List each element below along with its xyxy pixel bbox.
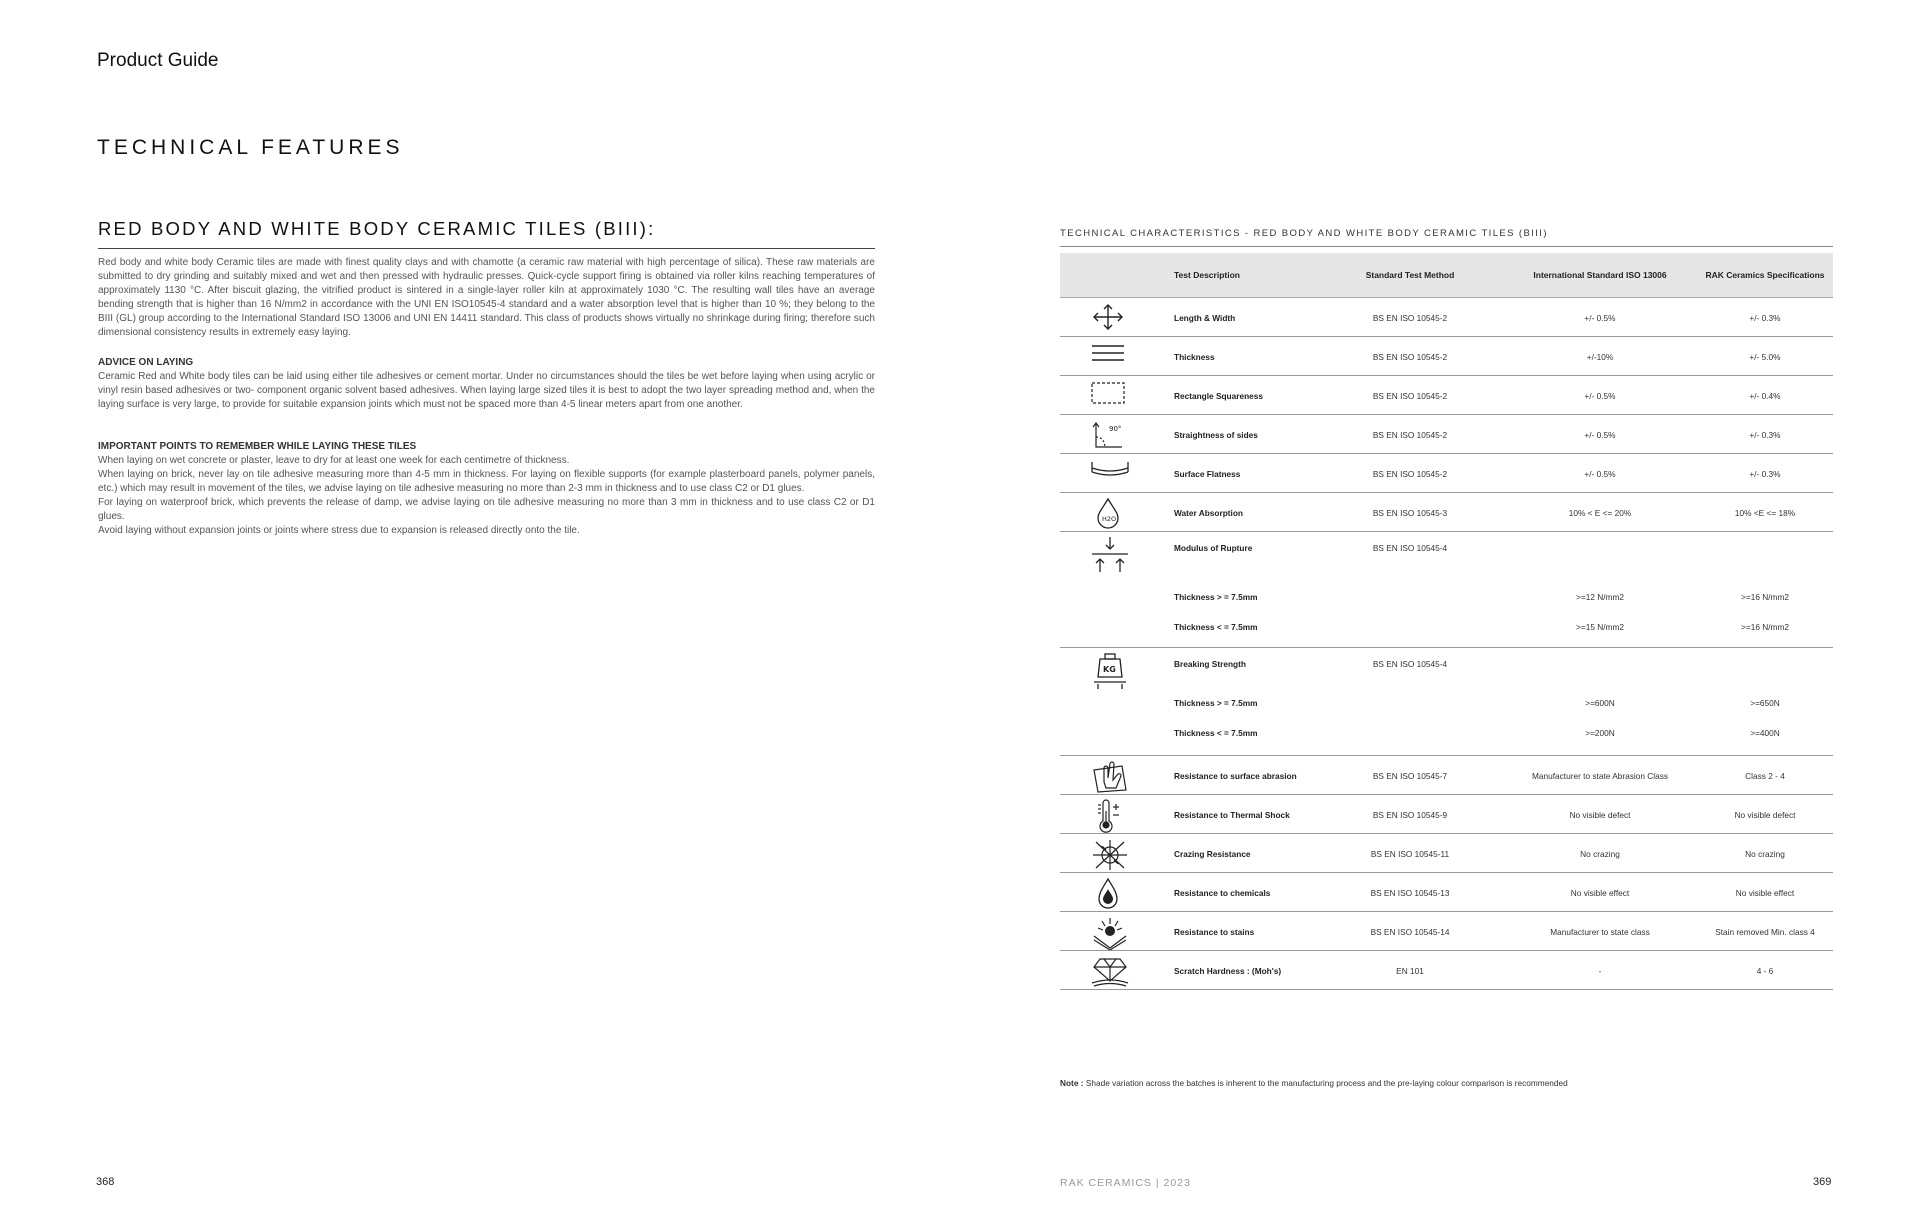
sub-row-description: Thickness < = 7.5mm <box>1174 728 1258 738</box>
row-iso-value: +/- 0.5% <box>1584 391 1616 401</box>
row-rak-value: Class 2 - 4 <box>1745 771 1785 781</box>
row-iso-value: Manufacturer to state Abrasion Class <box>1531 771 1669 781</box>
table-row <box>1060 454 1833 493</box>
intro-text: Red body and white body Ceramic tiles are made with finest quality clays and with chamotte (a ceramic raw material with high percentage of silica). These raw materials are submitted to dry grinding and suitably mixed and wet and then pressed with hydraulic presses. Quick-cycle support firing is obtained via roller kilns reaching temperatures of approximately 1130 °C. After biscuit glazing, the vitrified product is sintered in a single-layer roller kiln at approximately 1030 °C. The resulting wall tiles have an average bending strength that is higher than 16 N/mm2 in accordance with the UNI EN ISO10545-4 standard and a water absorption level that is higher than 10 %; they belong to the BIII (GL) group according to the International Standard ISO 13006 and UNI EN 14411 standard. This class of products shows virtually no shrinkage during firing; therefore such dimensional consistency results in extremely easy laying. <box>98 257 875 338</box>
page-header-title: Product Guide <box>97 50 219 71</box>
sub-row-description: Thickness < = 7.5mm <box>1174 622 1258 632</box>
row-test-description: Crazing Resistance <box>1174 849 1251 859</box>
row-standard-method: BS EN ISO 10545-7 <box>1372 771 1448 781</box>
right-angle-icon <box>1090 419 1126 456</box>
weight-kg-icon-label: KG <box>1103 665 1116 674</box>
row-iso-value: No visible effect <box>1570 888 1630 898</box>
row-standard-method: EN 101 <box>1396 966 1424 976</box>
row-standard-method: BS EN ISO 10545-2 <box>1372 313 1448 323</box>
row-test-description: Thickness <box>1174 352 1215 362</box>
important-line: Avoid laying without expansion joints or joints where stress due to expansion is released directly onto the tile. <box>98 525 580 536</box>
table-row <box>1060 756 1833 795</box>
advice-text: Ceramic Red and White body tiles can be laid using either tile adhesives or cement mortar. Under no circumstances should the tiles be wet before laying when using acrylic or vinyl resin based adhesives or two- component organic solvent based adhesives. When laying large sized tiles it is best to adopt the two layer spreading method and, when the laying surface is very large, to provide for suitable expansion joints which must not be spaced more than 4-5 linear meters apart from one another. <box>98 371 875 410</box>
row-test-description: Straightness of sides <box>1174 430 1258 440</box>
row-iso-value: - <box>1598 966 1602 976</box>
note-label: Note : <box>1060 1078 1084 1088</box>
sub-row-iso-value: >=200N <box>1585 728 1615 738</box>
table-row <box>1060 873 1833 912</box>
dashed-rectangle-icon <box>1090 380 1126 411</box>
row-test-description: Rectangle Squareness <box>1174 391 1263 401</box>
table-note <box>1060 1078 1568 1088</box>
sub-row-iso-value: >=600N <box>1585 698 1615 708</box>
table-row <box>1060 415 1833 454</box>
row-iso-value: +/- 0.5% <box>1584 469 1616 479</box>
row-iso-value: 10% < E <= 20% <box>1568 508 1632 518</box>
section-heading: RED BODY AND WHITE BODY CERAMIC TILES (BIII): <box>98 218 875 249</box>
table-row <box>1060 376 1833 415</box>
curved-surface-icon <box>1090 458 1126 485</box>
table-header-row <box>1060 253 1833 298</box>
row-standard-method: BS EN ISO 10545-9 <box>1372 810 1448 820</box>
table-title: TECHNICAL CHARACTERISTICS - RED BODY AND WHITE BODY CERAMIC TILES (BIII) <box>1060 228 1548 239</box>
important-points-section <box>98 440 875 538</box>
row-test-description: Scratch Hardness : (Moh's) <box>1174 966 1282 976</box>
thickness-lines-icon <box>1090 341 1126 370</box>
row-rak-value: No visible effect <box>1735 888 1795 898</box>
row-iso-value: +/- 0.5% <box>1584 313 1616 323</box>
diamond-icon <box>1090 955 1126 992</box>
crazing-cracks-icon <box>1090 838 1126 877</box>
row-standard-method: BS EN ISO 10545-14 <box>1370 927 1450 937</box>
row-standard-method: BS EN ISO 10545-4 <box>1372 543 1448 553</box>
table-row <box>1060 834 1833 873</box>
row-standard-method: BS EN ISO 10545-2 <box>1372 430 1448 440</box>
arrows-cross-icon <box>1090 302 1126 337</box>
row-iso-value: Manufacturer to state class <box>1550 927 1650 937</box>
row-iso-value: +/-10% <box>1586 352 1614 362</box>
table-row <box>1060 648 1833 756</box>
important-line: When laying on wet concrete or plaster, leave to dry for at least one week for each centimetre of thickness. <box>98 455 570 466</box>
row-rak-value: 10% <E <= 18% <box>1734 508 1796 518</box>
abrasion-hand-icon <box>1090 760 1126 799</box>
row-test-description: Modulus of Rupture <box>1174 543 1253 553</box>
row-standard-method: BS EN ISO 10545-2 <box>1372 352 1448 362</box>
page-heading: TECHNICAL FEATURES <box>97 136 404 159</box>
sub-row-iso-value: >=12 N/mm2 <box>1576 592 1624 602</box>
intro-paragraph <box>98 256 875 340</box>
row-test-description: Length & Width <box>1174 313 1236 323</box>
weight-kg-icon <box>1090 651 1126 696</box>
table-row <box>1060 912 1833 951</box>
row-rak-value: No visible defect <box>1734 810 1796 820</box>
table-title-divider <box>1060 246 1833 247</box>
row-iso-value: +/- 0.5% <box>1584 430 1616 440</box>
row-iso-value: No crazing <box>1580 849 1620 859</box>
row-test-description: Surface Flatness <box>1174 469 1241 479</box>
row-test-description: Water Absorption <box>1174 508 1243 518</box>
row-standard-method: BS EN ISO 10545-13 <box>1370 888 1450 898</box>
row-test-description: Resistance to chemicals <box>1174 888 1271 898</box>
row-rak-value: +/- 0.3% <box>1749 313 1781 323</box>
important-line: For laying on waterproof brick, which prevents the release of damp, we advise laying on tile adhesive measuring no more than 3 mm in thickness and to use class C2 or D1 glues. <box>98 497 875 522</box>
chemical-drop-icon <box>1090 877 1126 916</box>
header-rak-specifications: RAK Ceramics Specifications <box>1705 270 1825 280</box>
row-standard-method: BS EN ISO 10545-2 <box>1372 391 1448 401</box>
important-heading: IMPORTANT POINTS TO REMEMBER WHILE LAYING THESE TILES <box>98 441 417 452</box>
row-test-description: Resistance to stains <box>1174 927 1255 937</box>
right-angle-icon-label: 90° <box>1109 425 1122 433</box>
table-row <box>1060 795 1833 834</box>
row-rak-value: 4 - 6 <box>1756 966 1774 976</box>
row-standard-method: BS EN ISO 10545-3 <box>1372 508 1448 518</box>
header-test-description: Test Description <box>1174 270 1240 280</box>
row-standard-method: BS EN ISO 10545-2 <box>1372 469 1448 479</box>
water-drop-icon-label: H2O <box>1102 515 1117 523</box>
sub-row-description: Thickness > = 7.5mm <box>1174 592 1258 602</box>
sub-row-rak-value: >=400N <box>1750 728 1780 738</box>
row-rak-value: +/- 0.4% <box>1749 391 1781 401</box>
row-rak-value: Stain removed Min. class 4 <box>1715 927 1815 937</box>
row-standard-method: BS EN ISO 10545-11 <box>1370 849 1450 859</box>
table-row <box>1060 493 1833 532</box>
row-standard-method: BS EN ISO 10545-4 <box>1372 659 1448 669</box>
advice-heading: ADVICE ON LAYING <box>98 357 194 368</box>
stain-splash-icon <box>1090 916 1126 955</box>
row-test-description: Resistance to Thermal Shock <box>1174 810 1290 820</box>
page-number-left: 368 <box>96 1176 115 1188</box>
table-row <box>1060 951 1833 990</box>
page-number-right: 369 <box>1813 1176 1832 1188</box>
row-iso-value: No visible defect <box>1569 810 1631 820</box>
footer-brand: RAK CERAMICS | 2023 <box>1060 1177 1191 1189</box>
row-test-description: Resistance to surface abrasion <box>1174 771 1297 781</box>
row-rak-value: +/- 0.3% <box>1749 430 1781 440</box>
water-drop-icon <box>1090 497 1126 534</box>
important-line: When laying on brick, never lay on tile adhesive measuring more than 4-5 mm in thickness. For laying on flexible supports (for example plasterboard panels, polymer panels, etc.) which may result in movement of the tiles, we advise laying on tile adhesive measuring no more than 2-3 mm in thickness and to use class C2 or D1 glues. <box>98 469 875 494</box>
note-text: Shade variation across the batches is inherent to the manufacturing process and the pre-laying colour comparison is recommended <box>1083 1078 1568 1088</box>
table-row <box>1060 298 1833 337</box>
header-standard-test-method: Standard Test Method <box>1365 270 1455 280</box>
thermometer-icon <box>1090 799 1126 838</box>
sub-row-rak-value: >=16 N/mm2 <box>1741 592 1789 602</box>
row-test-description: Breaking Strength <box>1174 659 1246 669</box>
table-row <box>1060 532 1833 648</box>
sub-row-rak-value: >=650N <box>1750 698 1780 708</box>
header-iso-13006: International Standard ISO 13006 <box>1533 270 1667 280</box>
row-rak-value: +/- 0.3% <box>1749 469 1781 479</box>
sub-row-iso-value: >=15 N/mm2 <box>1576 622 1624 632</box>
compression-arrows-icon <box>1090 535 1126 580</box>
row-rak-value: No crazing <box>1745 849 1785 859</box>
sub-row-rak-value: >=16 N/mm2 <box>1741 622 1789 632</box>
row-rak-value: +/- 5.0% <box>1749 352 1781 362</box>
advice-section <box>98 356 875 412</box>
table-row <box>1060 337 1833 376</box>
sub-row-description: Thickness > = 7.5mm <box>1174 698 1258 708</box>
